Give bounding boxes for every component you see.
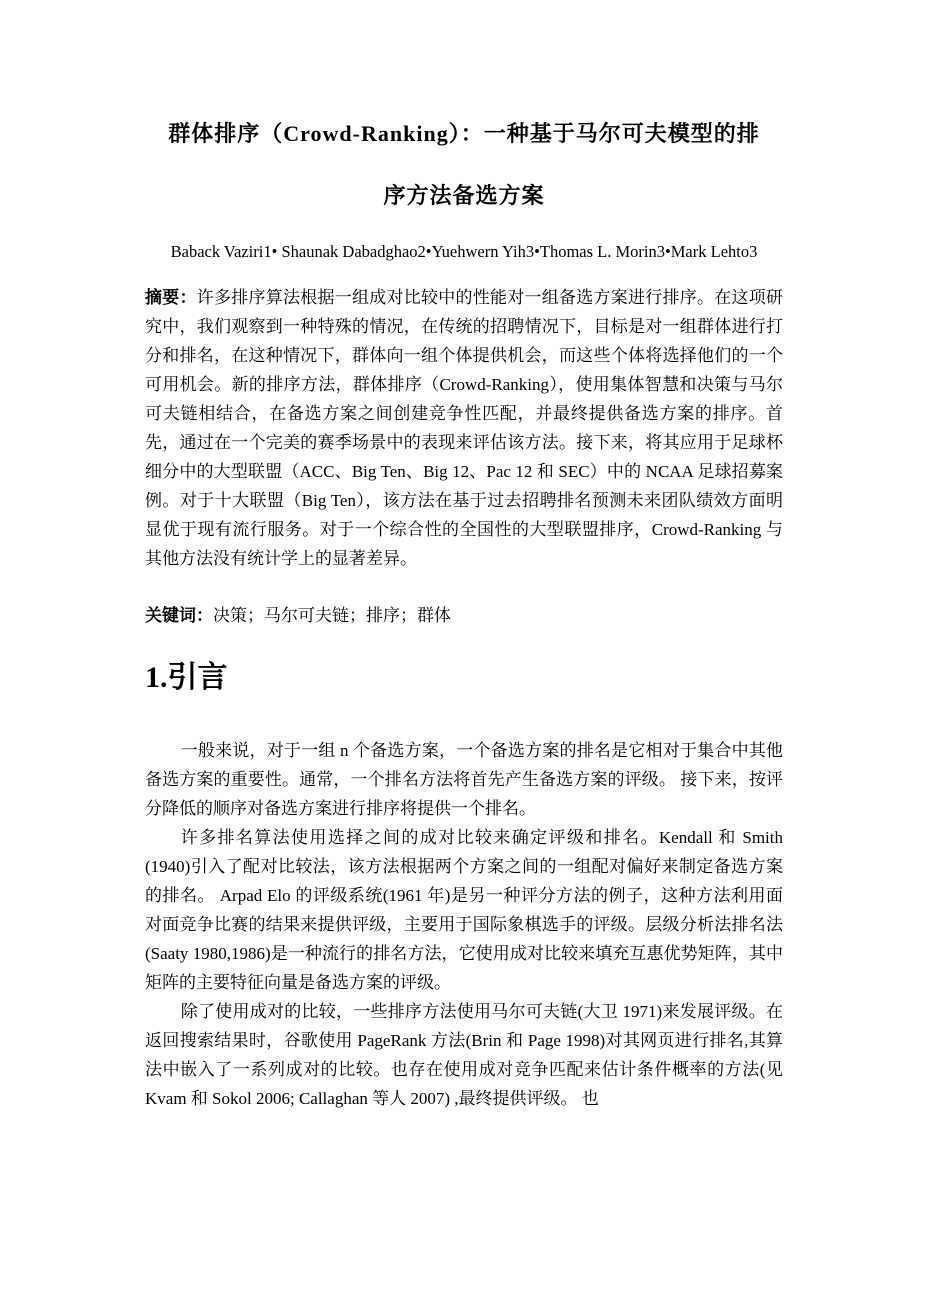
section-1-paragraph-1: 一般来说，对于一组 n 个备选方案，一个备选方案的排名是它相对于集合中其他备选方案的重要性。通常，一个排名方法将首先产生备选方案的评级。 接下来，按评分降低的顺序对备选方案进行排序将提供一个排名。 [145, 741, 783, 818]
paper-title-line-2: 序方法备选方案 [383, 183, 545, 208]
section-1-paragraph-3: 除了使用成对的比较，一些排序方法使用马尔可夫链(大卫 1971)来发展评级。在返回搜索结果时，谷歌使用 PageRank 方法(Brin 和 Page 1998)对其网页进行排名,其算法中嵌入了一系列成对的比较。也存在使用成对竞争匹配来估计条件概率的方法(见 Kvam 和 Sokol 2006; Callaghan 等人 2007) ,最终提供评级。 也 [145, 1002, 783, 1108]
section-1-heading: 1.引言 [145, 661, 228, 694]
paper-title-line-1: 群体排序（Crowd-Ranking）：一种基于马尔可夫模型的排 [168, 121, 760, 146]
paper-title [145, 103, 783, 227]
abstract-text: 许多排序算法根据一组成对比较中的性能对一组备选方案进行排序。在这项研究中，我们观察到一种特殊的情况，在传统的招聘情况下，目标是对一组群体进行打分和排名，在这种情况下，群体向一组个体提供机会，而这些个体将选择他们的一个可用机会。新的排序方法，群体排序（Crowd-Ranking），使用集体智慧和决策与马尔可夫链相结合，在备选方案之间创建竞争性匹配，并最终提供备选方案的排序。首先，通过在一个完美的赛季场景中的表现来评估该方法。接下来，将其应用于足球杯细分中的大型联盟（ACC、Big Ten、Big 12、Pac 12 和 SEC）中的 NCAA 足球招募案例。对于十大联盟（Big Ten），该方法在基于过去招聘排名预测未来团队绩效方面明显优于现有流行服务。对于一个综合性的全国性的大型联盟排序，Crowd-Ranking 与其他方法没有统计学上的显著差异。 [145, 288, 783, 568]
abstract-paragraph [145, 283, 783, 573]
section-1-paragraph-2: 许多排名算法使用选择之间的成对比较来确定评级和排名。Kendall 和 Smith (1940)引入了配对比较法，该方法根据两个方案之间的一组配对偏好来制定备选方案的排名。 Arpad Elo 的评级系统(1961 年)是另一种评分方法的例子，这种方法利用面对面竞争比赛的结果来提供评级，主要用于国际象棋选手的评级。层级分析法排名法(Saaty 1980,1986)是一种流行的排名方法，它使用成对比较来填充互惠优势矩阵，其中矩阵的主要特征向量是备选方案的评级。 [145, 828, 783, 992]
authors-line: Baback Vaziri1• Shaunak Dabadghao2•Yuehwern Yih3•Thomas L. Morin3•Mark Lehto3 [170, 242, 758, 261]
keywords-line [145, 601, 783, 630]
keywords-text: 决策；马尔可夫链；排序；群体 [213, 606, 451, 625]
keywords-label: 关键词： [145, 606, 213, 625]
abstract-label: 摘要： [145, 288, 197, 307]
